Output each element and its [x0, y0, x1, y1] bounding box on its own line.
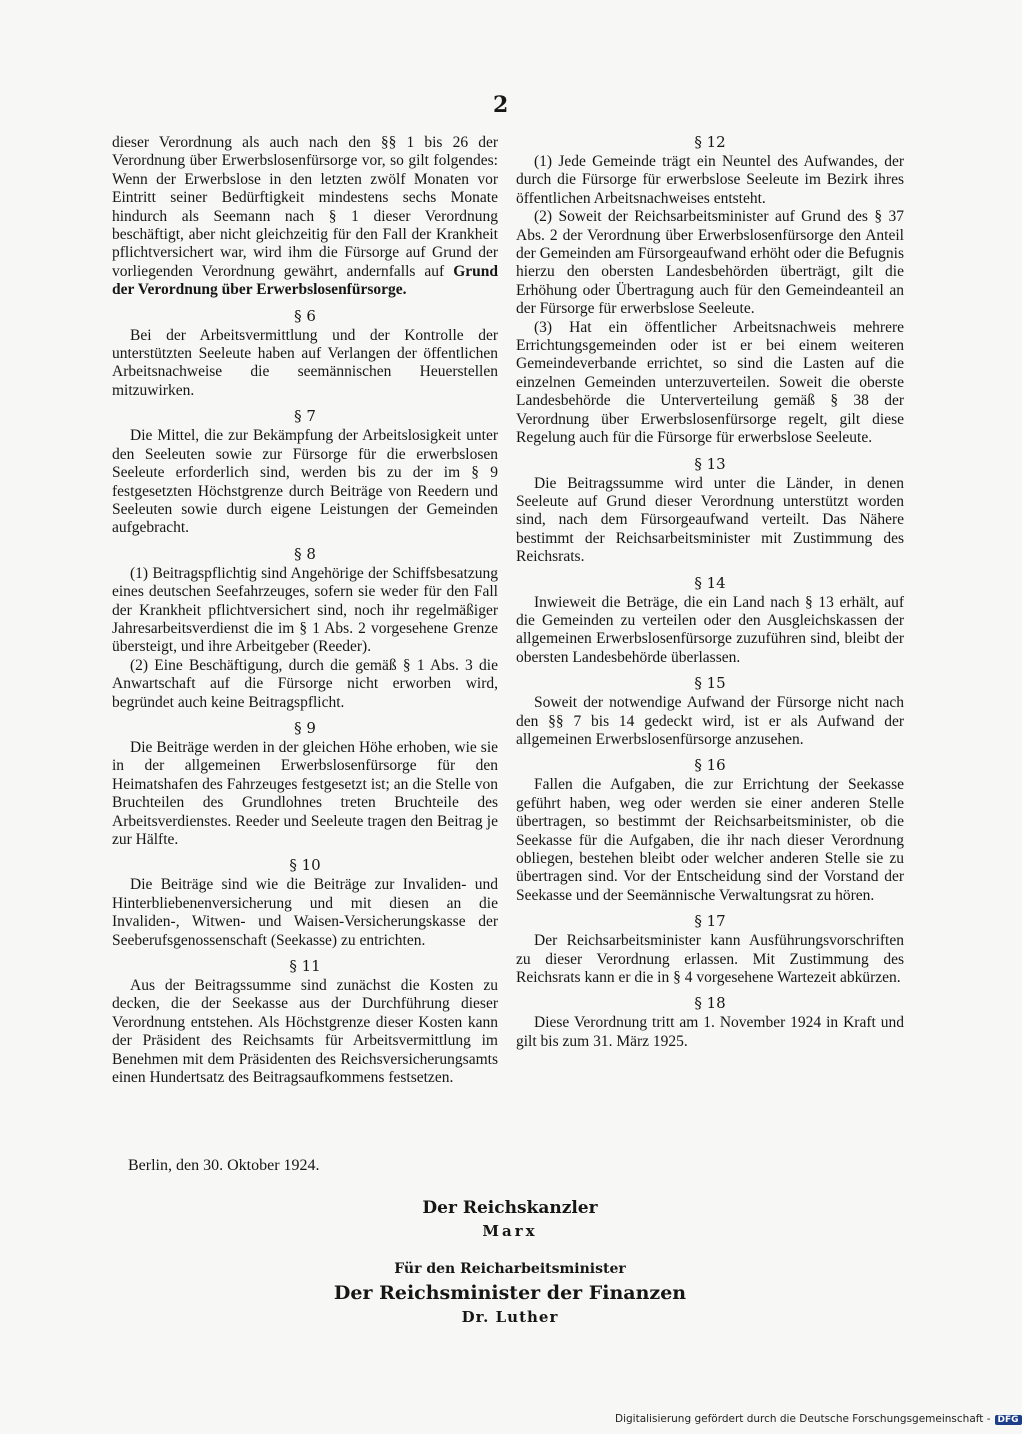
- place-date-line: Berlin, den 30. Oktober 1924.: [128, 1157, 320, 1174]
- signature-block: [300, 1196, 720, 1328]
- paragraph: Der Reichsarbeitsminister kann Ausführungsvorschriften zu dieser Verordnung erlassen. Mit Zustimmung des Reichsrats kann er die in § 4 vorgesehene Wartezeit abkürzen.: [516, 932, 904, 987]
- paragraph: Soweit der notwendige Aufwand der Fürsorge nicht nach den §§ 7 bis 14 gedeckt wird, ist er als Aufwand der allgemeinen Erwerbslosenfürsorge anzusehen.: [516, 694, 904, 748]
- paragraph: Bei der Arbeitsvermittlung und der Kontrolle der unterstützten Seeleute haben auf Verlangen der öffentlichen Arbeitsnachweise die seemännischen Heuerstellen mitzuwirken.: [112, 326, 498, 399]
- section-heading: § 10: [289, 856, 321, 875]
- section-heading: § 7: [294, 407, 316, 426]
- paragraph-bold-text: Grund der Verordnung über Erwerbslosenfürsorge.: [112, 262, 498, 299]
- paragraph: (3) Hat ein öffentlicher Arbeitsnachweis mehrere Errichtungsgemeinden oder ist er bei einem weiteren Gemeindeverbande errichtet, so sind die Lasten auf die einzelnen Gemeinden unterzuverteilen. Soweit die oberste Landesbehörde die Unterverteilung gemäß § 38 der Verordnung über Erwerbslosenfürsorge regelt, gilt diese Regelung auch für die Fürsorge für erwerbslose Seeleute.: [516, 318, 904, 447]
- paragraph: (1) Beitragspflichtig sind Angehörige der Schiffsbesatzung eines deutschen Seefahrzeuges, sofern sie weder für den Fall der Krankheit pflichtversichert sind, noch ihr regelmäßiger Jahresarbeitsverdienst die im § 1 Abs. 2 vorgesehene Grenze übersteigt, und ihre Arbeitgeber (Reeder).: [112, 564, 498, 656]
- paragraph: Diese Verordnung tritt am 1. November 1924 in Kraft und gilt bis zum 31. März 1925.: [516, 1014, 904, 1050]
- paragraph-text: dieser Verordnung als auch nach den §§ 1 bis 26 der Verordnung über Erwerbslosenfürsorge vor, so gilt folgendes: Wenn der Erwerbslose in den letzten zwölf Monaten vor Eintritt seiner Bedürftigkeit mindestens sechs Monate hindurch als Seemann nach § 1 dieser Verordnung beschäftigt, aber nicht gleichzeitig für den Fall der Krankheit pflichtversichert war, wird ihm die Fürsorge auf Grund der vorliegenden Verordnung gewährt, andernfalls auf: [112, 134, 498, 280]
- section-heading: § 12: [694, 133, 726, 151]
- section-heading: § 15: [694, 674, 726, 693]
- section-heading: § 9: [294, 718, 316, 737]
- section-heading: § 6: [294, 306, 316, 325]
- section-heading: § 16: [694, 756, 726, 775]
- paragraph: (1) Jede Gemeinde trägt ein Neuntel des Aufwandes, der durch die Fürsorge für erwerbslose Seeleute im Bezirk ihres öffentlichen Arbeitsnachweises entsteht.: [516, 153, 904, 207]
- signatory-title-finance: Der Reichsminister der Finanzen: [333, 1282, 687, 1304]
- signatory-name-chancellor: Marx: [482, 1222, 538, 1240]
- section-heading: § 11: [289, 957, 321, 976]
- paragraph: Die Beiträge sind wie die Beiträge zur Invaliden- und Hinterbliebenenversicherung und mit diesen an die Invaliden-, Witwen- und Waisen-Versicherungskasse der Seeberufsgenossenschaft (Seekasse) zu entrichten.: [112, 876, 498, 949]
- digitization-footer: [615, 1413, 1019, 1425]
- paragraph: [112, 134, 498, 300]
- signatory-for-line: Für den Reicharbeitsminister: [394, 1261, 626, 1277]
- section-heading: § 18: [694, 994, 726, 1013]
- left-column: [112, 134, 498, 1087]
- paragraph: (2) Soweit der Reichsarbeitsminister auf Grund des § 37 Abs. 2 der Verordnung über Erwerbslosenfürsorge den Anteil der Gemeinden am Fürsorgeaufwand erhöht oder die Befugnis hierzu den obersten Landesbehörden überträgt, gilt die Erhöhung oder Übertragung auch für den Gemeindeanteil an der Fürsorge für erwerbslose Seeleute.: [516, 208, 904, 318]
- section-heading: § 17: [694, 912, 726, 931]
- signatory-name-finance: Dr. Luther: [461, 1308, 559, 1326]
- dfg-logo: DFG: [995, 1415, 1022, 1425]
- page-number: 2: [493, 92, 509, 118]
- section-heading: § 8: [294, 544, 316, 563]
- paragraph: (2) Eine Beschäftigung, durch die gemäß § 1 Abs. 3 die Anwartschaft auf die Fürsorge nicht erworben wird, begründet auch keine Beitragspflicht.: [112, 656, 498, 711]
- paragraph: Die Beiträge werden in der gleichen Höhe erhoben, wie sie in der allgemeinen Erwerbslosenfürsorge für den Heimatshafen des Fahrzeuges festgesetzt ist; an die Stelle von Bruchteilen des Grundlohnes treten Bruchteile des Arbeitsverdienstes. Reeder und Seeleute tragen den Beitrag je zur Hälfte.: [112, 738, 498, 848]
- footer-text: Digitalisierung gefördert durch die Deutsche Forschungsgemeinschaft -: [615, 1413, 991, 1425]
- paragraph: Fallen die Aufgaben, die zur Errichtung der Seekasse geführt haben, weg oder werden sie einer anderen Stelle übertragen, so bestimmt der Reichsarbeitsminister, ob die Seekasse für die Aufgaben, die ihr nach dieser Verordnung obliegen, bestehen bleibt oder welcher anderen Stelle sie zu übertragen sind. Vor der Entscheidung sind der Vorstand der Seekasse und der Seemännische Verwaltungsrat zu hören.: [516, 776, 904, 904]
- paragraph: Aus der Beitragssumme sind zunächst die Kosten zu decken, die der Seekasse aus der Durchführung dieser Verordnung entstehen. Als Höchstgrenze dieser Kosten kann der Präsident des Reichsamts für Arbeitsvermittlung im Benehmen mit dem Präsidenten des Reichsversicherungsamts einen Hundertsatz des Beitragsaufkommens festsetzen.: [112, 977, 498, 1087]
- signatory-title-chancellor: Der Reichskanzler: [422, 1198, 598, 1218]
- paragraph: Inwieweit die Beträge, die ein Land nach § 13 erhält, auf die Gemeinden zu verteilen oder den Ausgleichskassen der allgemeinen Erwerbslosenfürsorge zuzuführen sind, bleibt der obersten Landesbehörde überlassen.: [516, 593, 904, 666]
- paragraph: Die Beitragssumme wird unter die Länder, in denen Seeleute auf Grund dieser Verordnung unterstützt worden sind, nach dem Fürsorgeaufwand verteilt. Das Nähere bestimmt der Reichsarbeitsminister mit Zustimmung des Reichsrats.: [516, 474, 904, 566]
- paragraph: Die Mittel, die zur Bekämpfung der Arbeitslosigkeit unter den Seeleuten sowie zur Fürsorge für die erwerbslosen Seeleute erforderlich sind, werden bis zu der im § 9 festgesetzten Höchstgrenze durch Beiträge von Reedern und Seeleuten sowie durch eigene Leistungen der Gemeinden aufgebracht.: [112, 427, 498, 537]
- section-heading: § 14: [694, 573, 726, 592]
- section-heading: § 13: [694, 454, 726, 473]
- right-column: [516, 134, 904, 1051]
